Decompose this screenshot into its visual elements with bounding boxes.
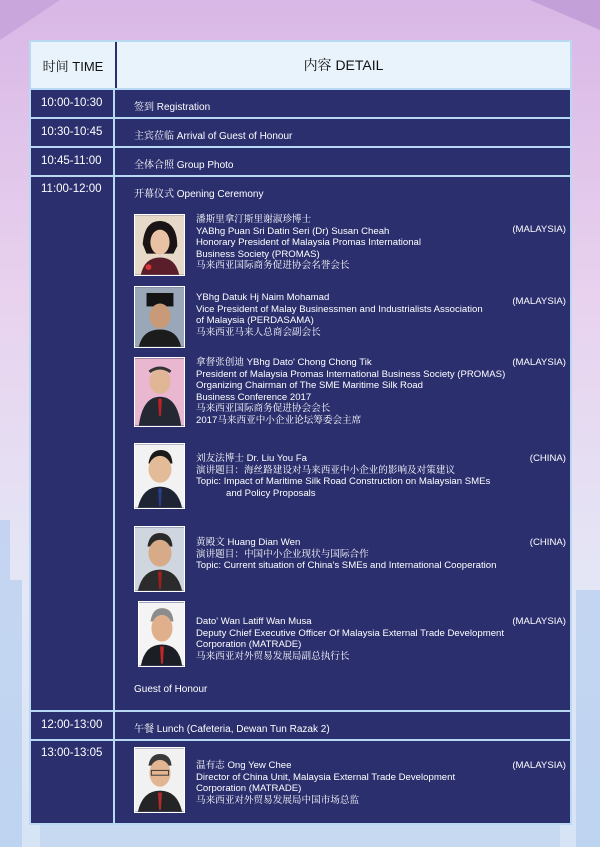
speaker-line: 黄殿文 Huang Dian Wen bbox=[196, 537, 301, 548]
row-detail: 签到 Registration bbox=[134, 102, 211, 113]
speaker-entry bbox=[134, 747, 566, 813]
speaker-info bbox=[196, 537, 536, 572]
schedule-table bbox=[29, 40, 572, 825]
speaker-line: 马来西亚马来人总商会副会长 bbox=[196, 326, 321, 338]
speaker-info bbox=[196, 616, 536, 662]
speaker-photo bbox=[134, 443, 185, 509]
row-detail-title: 开幕仪式 Opening Ceremony bbox=[134, 189, 264, 200]
speaker-photo bbox=[134, 747, 185, 813]
speaker-line: Topic: Impact of Maritime Silk Road Construction on Malaysian SMEs bbox=[196, 476, 491, 488]
speaker-entry bbox=[134, 214, 566, 278]
speaker-line: 刘友法博士 Dr. Liu You Fa bbox=[196, 453, 307, 464]
table-header bbox=[31, 42, 570, 88]
speaker-country: (MALAYSIA) bbox=[512, 760, 566, 771]
speaker-line: and Policy Proposals bbox=[226, 487, 316, 499]
speaker-info bbox=[196, 357, 536, 427]
speaker-info bbox=[196, 214, 536, 272]
table-row bbox=[31, 88, 570, 117]
speaker-line: 演讲题目：海丝路建设对马来西亚中小企业的影响及对策建议 bbox=[196, 464, 456, 476]
row-time: 10:30-10:45 bbox=[31, 119, 115, 146]
speaker-country: (MALAYSIA) bbox=[512, 224, 566, 235]
speaker-info bbox=[196, 760, 536, 806]
speaker-photo bbox=[134, 357, 185, 427]
row-time: 11:00-12:00 bbox=[31, 177, 115, 710]
background-decoration bbox=[530, 0, 600, 30]
background-building bbox=[0, 520, 10, 580]
speaker-line: Corporation (MATRADE) bbox=[196, 639, 302, 651]
speaker-line: Honorary President of Malaysia Promas International bbox=[196, 237, 422, 249]
speaker-line: 演讲题目：中国中小企业现状与国际合作 bbox=[196, 548, 369, 560]
row-time: 12:00-13:00 bbox=[31, 712, 115, 739]
speaker-country: (MALAYSIA) bbox=[512, 357, 566, 368]
row-time: 13:00-13:05 bbox=[31, 741, 115, 823]
speaker-line: 2017马来西亚中小企业论坛筹委会主席 bbox=[196, 414, 362, 426]
speaker-line: 马来西亚国际商务促进协会会长 bbox=[196, 403, 331, 415]
row-detail: 主宾莅临 Arrival of Guest of Honour bbox=[134, 131, 293, 142]
table-row bbox=[31, 739, 570, 823]
speaker-country: (MALAYSIA) bbox=[512, 296, 566, 307]
header-time: 时间 TIME bbox=[31, 42, 117, 88]
row-time: 10:00-10:30 bbox=[31, 90, 115, 117]
speaker-entry bbox=[134, 526, 566, 592]
table-row bbox=[31, 710, 570, 739]
background-decoration bbox=[0, 0, 60, 40]
row-time: 10:45-11:00 bbox=[31, 148, 115, 175]
row-detail: 全体合照 Group Photo bbox=[134, 160, 234, 171]
speaker-line: 拿督张创迪 YBhg Dato' Chong Chong Tik bbox=[196, 357, 372, 368]
speaker-country: (CHINA) bbox=[529, 453, 566, 464]
speaker-entry bbox=[134, 357, 566, 429]
speaker-line: Vice President of Malay Businessmen and Industrialists Association bbox=[196, 303, 483, 315]
speaker-line: Topic: Current situation of China's SMEs and International Cooperation bbox=[196, 560, 497, 572]
speaker-photo bbox=[138, 601, 185, 667]
speaker-line: 温有志 Ong Yew Chee bbox=[196, 760, 292, 771]
speaker-line: Business Conference 2017 bbox=[196, 391, 312, 403]
speaker-entry bbox=[134, 601, 566, 667]
speaker-country: (MALAYSIA) bbox=[512, 616, 566, 627]
speaker-line: 马来西亚对外贸易发展局副总执行长 bbox=[196, 650, 350, 662]
background-building bbox=[576, 590, 600, 847]
speaker-info bbox=[196, 453, 536, 499]
speaker-line: 潘斯里拿汀斯里谢淑珍博士 bbox=[196, 214, 312, 225]
speaker-line: Organizing Chairman of The SME Maritime Silk Road bbox=[196, 380, 423, 392]
row-detail: 午餐 Lunch (Cafeteria, Dewan Tun Razak 2) bbox=[134, 724, 330, 735]
speaker-line: Corporation (MATRADE) bbox=[196, 783, 302, 795]
background-building bbox=[0, 580, 22, 847]
speaker-info bbox=[196, 292, 536, 338]
table-row bbox=[31, 117, 570, 146]
speaker-photo bbox=[134, 286, 185, 348]
speaker-line: Deputy Chief Executive Officer Of Malaysia External Trade Development bbox=[196, 627, 505, 639]
table-row bbox=[31, 146, 570, 175]
speaker-line: Dato' Wan Latiff Wan Musa bbox=[196, 616, 312, 627]
speaker-line: YBhg Datuk Hj Naim Mohamad bbox=[196, 292, 330, 303]
speaker-photo bbox=[134, 214, 185, 276]
speaker-line: Business Society (PROMAS) bbox=[196, 248, 320, 260]
speaker-line: 马来西亚国际商务促进协会名誉会长 bbox=[196, 260, 350, 272]
speaker-line: 马来西亚对外贸易发展局中国市场总监 bbox=[196, 794, 360, 806]
speaker-country: (CHINA) bbox=[529, 537, 566, 548]
row-detail bbox=[115, 741, 570, 823]
speaker-line: President of Malaysia Promas International Business Society (PROMAS) bbox=[196, 368, 506, 380]
speaker-line: of Malaysia (PERDASAMA) bbox=[196, 315, 314, 327]
header-detail: 内容 DETAIL bbox=[303, 57, 384, 73]
guest-of-honour-label: Guest of Honour bbox=[134, 684, 208, 695]
table-row bbox=[31, 175, 570, 710]
speaker-line: YABhg Puan Sri Datin Seri (Dr) Susan Cheah bbox=[196, 225, 390, 237]
speaker-entry bbox=[134, 443, 566, 509]
speaker-photo bbox=[134, 526, 185, 592]
speaker-line: Director of China Unit, Malaysia External Trade Development bbox=[196, 771, 456, 783]
row-detail bbox=[115, 177, 570, 710]
speaker-entry bbox=[134, 286, 566, 350]
